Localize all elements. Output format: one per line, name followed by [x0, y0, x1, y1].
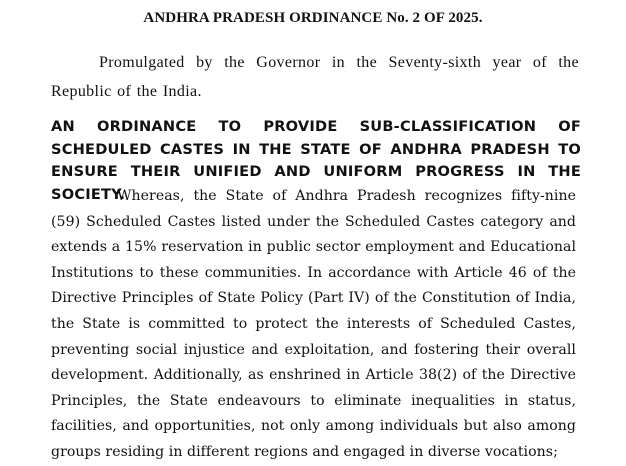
ordinance-heading: AN ORDINANCE TO PROVIDE SUB-CLASSIFICATION OF SCHEDULED CASTES IN THE STATE OF ANDHRA PRADESH TO ENSURE THEIR UNIFIED AND UNIFORM PROGRESS IN THE SOCIETY. [51, 118, 581, 203]
promulgation-line: Promulgated by the Governor in the Seventy-sixth year of the Republic of the India. [51, 54, 579, 100]
ordinance-title: ANDHRA PRADESH ORDINANCE No. 2 OF 2025. [143, 10, 483, 26]
whereas-paragraph: Whereas, the State of Andhra Pradesh recognizes fifty-nine (59) Scheduled Castes listed under the Scheduled Castes category and extends a 15% reservation in public sector employment and Educational Institutions to these communities. In accordance with Article 46 of the Directive Principles of State Policy (Part IV) of the Constitution of India, the State is committed to protect the interests of Scheduled Castes, preventing social injustice and exploitation, and fostering their overall development. Additionally, as enshrined in Article 38(2) of the Directive Principles, the State endeavours to eliminate inequalities in status, facilities, and opportunities, not only among individuals but also among groups residing in different regions and engaged in diverse vocations; [51, 188, 576, 460]
